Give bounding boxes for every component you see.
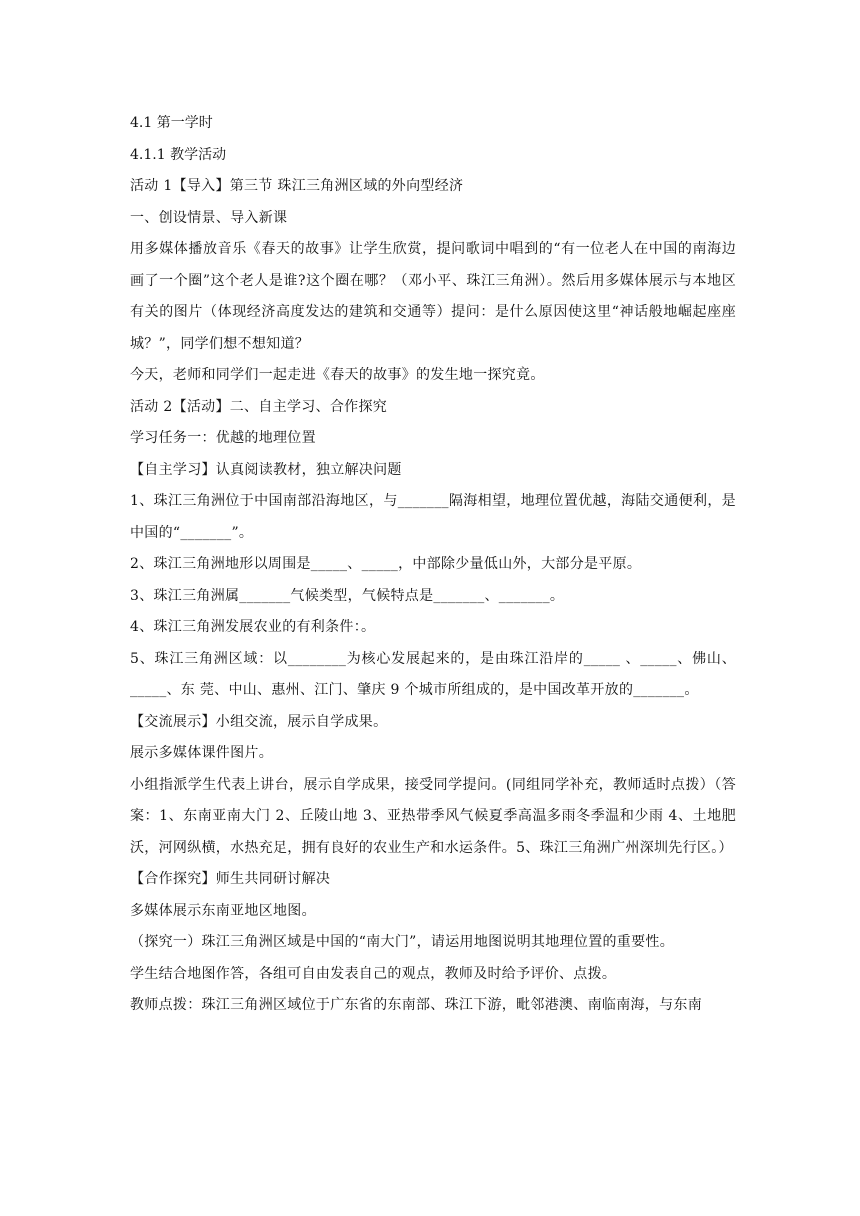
activity-1-heading: 活动 1【导入】第三节 珠江三角洲区域的外向型经济 — [130, 178, 464, 194]
exchange-heading: 【交流展示】小组交流，展示自学成果。 — [130, 713, 388, 730]
section-heading: 4.1 第一学时 — [130, 115, 213, 131]
answers-paragraph: 小组指派学生代表上讲台，展示自学成果，接受同学提问。(同组同学补充，教师适时点拨）（答案：1、东南亚南大门 2、丘陵山地 3、亚热带季风气候夏季高温多雨冬季温和少雨 4、土地肥沃，河网纵横，水热充足，拥有良好的农业生产和水运条件。5、珠江三角洲广州深圳先行区。） — [130, 776, 736, 856]
task-1-heading: 学习任务一：优越的地理位置 — [130, 430, 316, 446]
map-display-line: 多媒体展示东南亚地区地图。 — [130, 902, 316, 919]
self-study-heading: 【自主学习】认真阅读教材，独立解决问题 — [130, 461, 402, 478]
question-5: 5、珠江三角洲区域：以________为核心发展起来的，是由珠江沿岸的_____ 、_____、佛山、_____、东 莞、中山、惠州、江门、肇庆 9 个城市所组成的，是中国改革开放的_______。 — [130, 650, 736, 698]
cooperation-heading: 【合作探究】师生共同研讨解决 — [130, 871, 331, 887]
part-1-heading: 一、创设情景、导入新课 — [130, 209, 288, 226]
question-4: 4、珠江三角洲发展农业的有利条件：。 — [130, 619, 376, 635]
subsection-heading: 4.1.1 教学活动 — [130, 146, 227, 163]
intro-paragraph: 用多媒体播放音乐《春天的故事》让学生欣赏，提问歌词中唱到的“有一位老人在中国的南海边画了一个圈”这个老人是谁?这个圈在哪？（邓小平、珠江三角洲）。然后用多媒体展示与本地区有关的图片（体现经济高度发达的建筑和交通等）提问：是什么原因使这里“神话般地崛起座座城？”，同学们想不想知道？ — [130, 241, 736, 352]
question-3: 3、珠江三角洲属_______气候类型，气候特点是_______、_______。 — [130, 587, 565, 604]
question-1: 1、珠江三角洲位于中国南部沿海地区，与_______隔海相望，地理位置优越，海陆交通便利，是中国的“_______”。 — [130, 493, 736, 541]
intro-closing-paragraph: 今天，老师和同学们一起走进《春天的故事》的发生地一探究竟。 — [130, 367, 545, 383]
inquiry-1: （探究一）珠江三角洲区域是中国的“南大门”，请运用地图说明其地理位置的重要性。 — [130, 934, 675, 950]
student-answer-line: 学生结合地图作答，各组可自由发表自己的观点，教师及时给予评价、点拨。 — [130, 965, 617, 982]
teacher-guidance: 教师点拨：珠江三角洲区域位于广东省的东南部、珠江下游，毗邻港澳、南临南海，与东南 — [130, 997, 702, 1013]
question-2: 2、珠江三角洲地形以周围是_____、_____，中部除少量低山外，大部分是平原。 — [130, 556, 642, 572]
activity-2-heading: 活动 2【活动】二、自主学习、合作探究 — [130, 398, 388, 415]
show-images-line: 展示多媒体课件图片。 — [130, 745, 273, 761]
document-body — [130, 108, 736, 1022]
